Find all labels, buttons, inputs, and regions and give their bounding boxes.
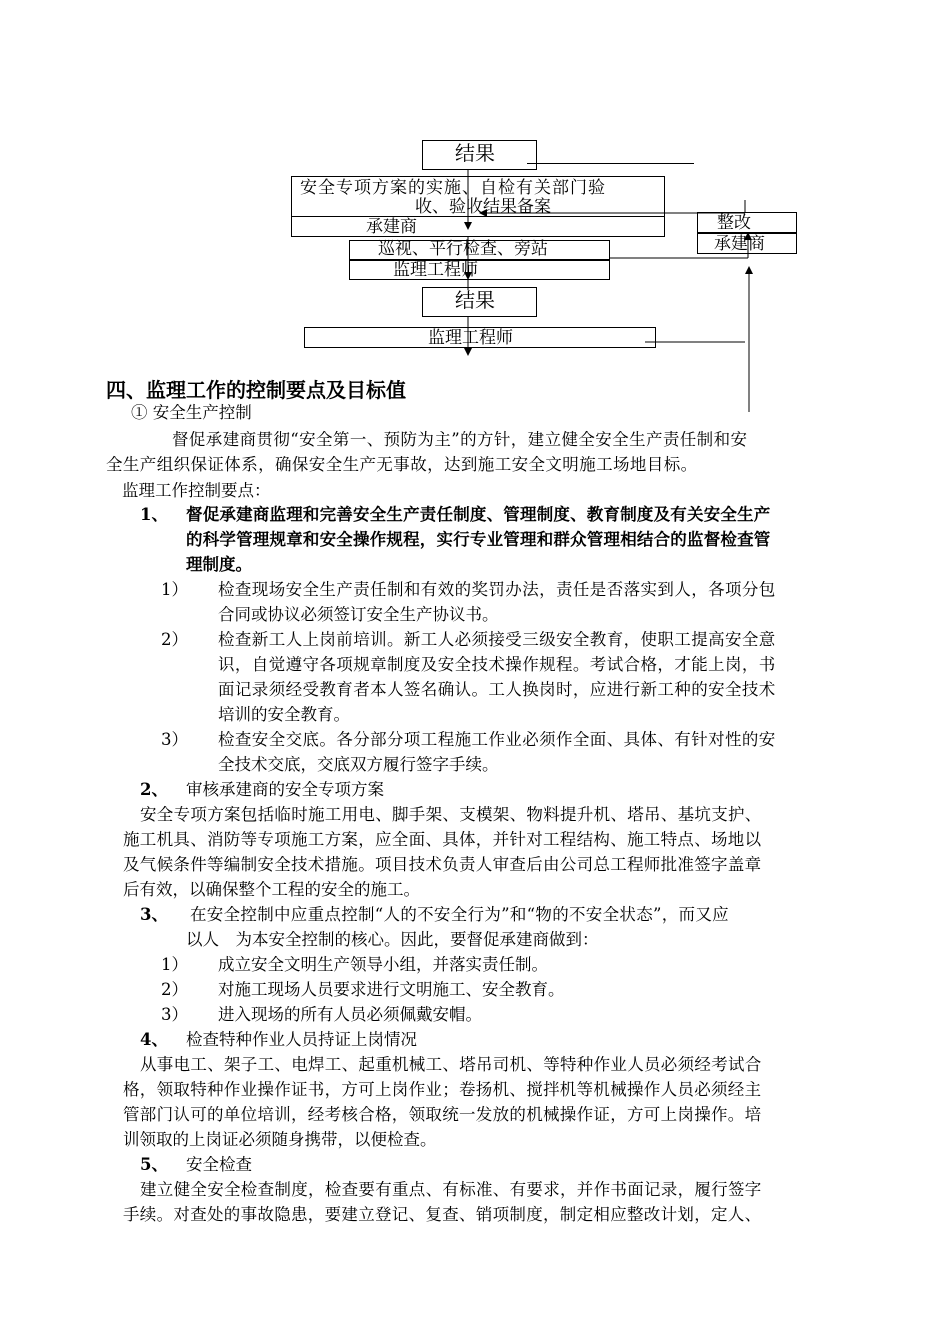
item-1-sub-3-num: 3） [161,730,188,749]
section-subtitle: ① 安全生产控制 [131,403,252,422]
item-3-sub-3-num: 3） [161,1005,188,1024]
item-1-line-2: 的科学管理规章和安全操作规程，实行专业管理和群众管理相结合的监督检查管 [186,530,771,549]
points-label: 监理工作控制要点： [122,481,271,500]
intro-line-1: 督促承建商贯彻“安全第一、预防为主”的方针，建立健全安全生产责任制和安 [172,430,748,449]
flow-result-2-text: 结果 [455,288,495,312]
item-2-para-3: 及气候条件等编制安全技术措施。项目技术负责人审查后由公司总工程师批准签字盖章 [123,855,762,874]
item-1-sub-1-line-2: 合同或协议必须签订安全生产协议书。 [218,605,499,624]
item-5-num: 5、 [140,1155,168,1174]
flow-step-1-line1: 安全专项方案的实施、自检有关部门验 [300,178,606,198]
flow-rectify-text: 整改 [717,213,751,233]
item-2-para-2: 施工机具、消防等专项施工方案，应全面、具体，并针对工程结构、施工特点、场地以 [123,830,762,849]
intro-line-2: 全生产组织保证体系，确保安全生产无事故，达到施工安全文明施工场地目标。 [106,455,698,474]
item-4-para-1: 从事电工、架子工、电焊工、起重机械工、塔吊司机、等特种作业人员必须经考试合 [140,1055,762,1074]
flow-arrows [0,0,950,420]
flow-step-2-text: 巡视、平行检查、旁站 [378,239,548,259]
item-3-sub-2-num: 2） [161,980,188,999]
item-3-line-2: 以人 为本安全控制的核心。因此，要督促承建商做到： [186,930,599,949]
item-4-para-4: 训领取的上岗证必须随身携带，以便检查。 [123,1130,437,1149]
item-1-line-3: 理制度。 [186,555,252,574]
item-3-sub-1-num: 1） [161,955,188,974]
item-1-sub-2-line-3: 面记录须经受教育者本人签名确认。工人换岗时，应进行新工种的安全技术 [218,680,776,699]
item-2-title: 审核承建商的安全专项方案 [186,780,384,799]
item-4-num: 4、 [140,1030,168,1049]
flow-result-1-text: 结果 [455,141,495,165]
item-1-sub-1-line-1: 检查现场安全生产责任制和有效的奖罚办法，责任是否落实到人，各项分包 [218,580,776,599]
item-3-line-1: 在安全控制中应重点控制“人的不安全行为”和“物的不安全状态”，而又应 [190,905,729,924]
flow-step-1-line2: 收、验收结果备案 [415,197,551,217]
item-1-line-1: 督促承建商监理和完善安全生产责任制度、管理制度、教育制度及有关安全生产 [186,505,771,524]
item-3-num: 3、 [140,905,168,924]
item-3-sub-1-line: 成立安全文明生产领导小组，并落实责任制。 [218,955,548,974]
item-5-para-1: 建立健全安全检查制度，检查要有重点、有标准、有要求，并作书面记录，履行签字 [140,1180,762,1199]
item-1-sub-2-line-4: 培训的安全教育。 [218,705,350,724]
flow-contractor-text: 承建商 [366,217,417,237]
item-2-para-4: 后有效，以确保整个工程的安全的施工。 [123,880,420,899]
flow-supervisor-text: 监理工程师 [393,260,478,280]
item-3-sub-2-line: 对施工现场人员要求进行文明施工、安全教育。 [218,980,565,999]
item-5-para-2: 手续。对查处的事故隐患，要建立登记、复查、销项制度，制定相应整改计划，定人、 [123,1205,762,1224]
item-1-sub-2-num: 2） [161,630,188,649]
item-1-sub-2-line-2: 识，自觉遵守各项规章制度及安全技术操作规程。考试合格，才能上岗，书 [218,655,776,674]
item-1-sub-3-line-1: 检查安全交底。各分部分项工程施工作业必须作全面、具体、有针对性的安 [218,730,776,749]
item-2-para-1: 安全专项方案包括临时施工用电、脚手架、支模架、物料提升机、塔吊、基坑支护、 [140,805,762,824]
item-5-title: 安全检查 [186,1155,252,1174]
item-1-sub-3-line-2: 全技术交底，交底双方履行签字手续。 [218,755,499,774]
flow-side-contractor-text: 承建商 [714,234,765,254]
item-1-sub-1-num: 1） [161,580,188,599]
item-4-para-2: 格，领取特种作业操作证书，方可上岗作业；卷扬机、搅拌机等机械操作人员必须经主 [123,1080,762,1099]
flow-supervisor-2-text: 监理工程师 [428,328,513,348]
section-title: 四、监理工作的控制要点及目标值 [106,378,406,402]
item-1-num: 1、 [140,505,168,524]
item-3-sub-3-line: 进入现场的所有人员必须佩戴安帽。 [218,1005,482,1024]
item-4-para-3: 管部门认可的单位培训，经考核合格，领取统一发放的机械操作证，方可上岗操作。培 [123,1105,762,1124]
item-1-sub-2-line-1: 检查新工人上岗前培训。新工人必须接受三级安全教育，使职工提高安全意 [218,630,776,649]
item-2-num: 2、 [140,780,168,799]
item-4-title: 检查特种作业人员持证上岗情况 [186,1030,417,1049]
